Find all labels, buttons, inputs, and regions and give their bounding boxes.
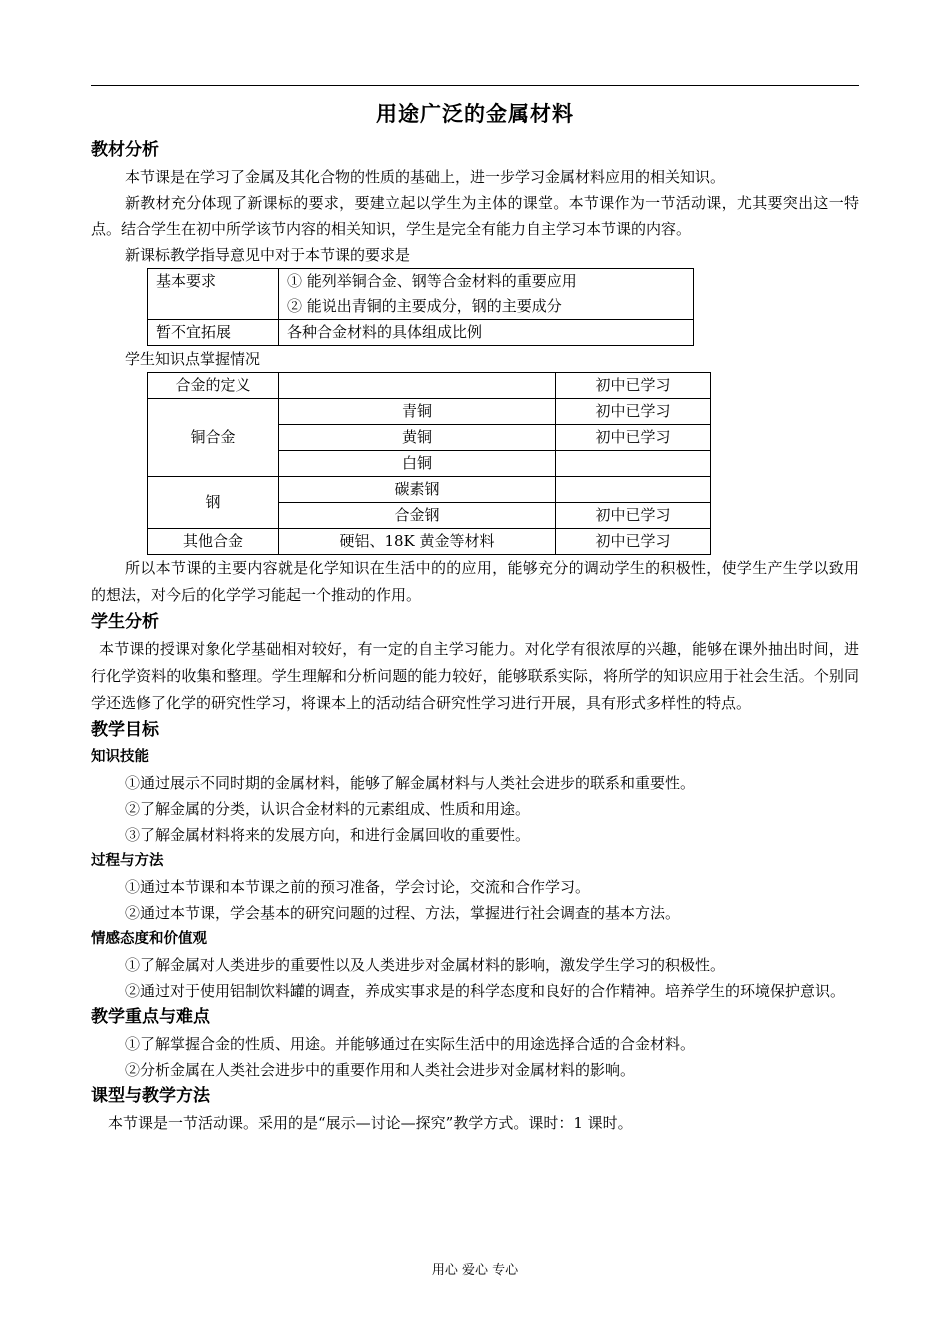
table-cell: 合金钢 [279,503,556,529]
table-cell: 暂不宜拓展 [148,320,279,346]
paragraph: 学生知识点掌握情况 [125,350,261,368]
goal-item: ②了解金属的分类，认识合金材料的元素组成、性质和用途。 [125,800,531,818]
heading-lesson-type: 课型与教学方法 [91,1086,210,1106]
table-cell: 各种合金材料的具体组成比例 [279,320,694,346]
table-cell: 基本要求 [148,269,279,320]
subheading-knowledge-skills: 知识技能 [91,749,149,765]
paragraph: 所以本节课的主要内容就是化学知识在生活中的的应用，能够充分的调动学生的积极性，使学生产生学以致用的想法，对今后的化学学习能起一个推动的作用。 [91,559,859,604]
knowledge-table [147,372,711,555]
document-page [91,85,859,1136]
key-point-item: ①了解掌握合金的性质、用途。并能够通过在实际生活中的用途选择合适的合金材料。 [125,1035,696,1053]
goal-item: ①通过本节课和本节课之前的预习准备，学会讨论，交流和合作学习。 [125,878,591,896]
table-cell: 黄铜 [279,425,556,451]
subheading-process-methods: 过程与方法 [91,853,164,869]
header-rule [91,85,859,86]
heading-key-points: 教学重点与难点 [91,1007,210,1027]
key-point-item: ②分析金属在人类社会进步中的重要作用和人类社会进步对金属材料的影响。 [125,1061,636,1079]
goal-item: ②通过对于使用铝制饮料罐的调查，养成实事求是的科学态度和良好的合作精神。培养学生的环境保护意识。 [125,982,846,1000]
table-cell: 钢 [148,477,279,529]
paragraph: 新教材充分体现了新课标的要求，要建立起以学生为主体的课堂。本节课作为一节活动课，尤其要突出这一特点。结合学生在初中所学该节内容的相关知识，学生是完全有能力自主学习本节课的内容。 [91,194,859,238]
table-cell: 初中已学习 [556,503,711,529]
paragraph: 本节课是在学习了金属及其化合物的性质的基础上，进一步学习金属材料应用的相关知识。 [125,168,726,186]
table-cell: 硬铝、18K 黄金等材料 [279,529,556,555]
table-cell: 碳素钢 [279,477,556,503]
paragraph: 本节课的授课对象化学基础相对较好，有一定的自主学习能力。对化学有很浓厚的兴趣，能够在课外抽出时间，进行化学资料的收集和整理。学生理解和分析问题的能力较好，能够联系实际，将所学的知识应用于社会生活。个别同学还选修了化学的研究性学习，将课本上的活动结合研究性学习进行开展，具有形式多样性的特点。 [91,640,859,712]
table-cell: 其他合金 [148,529,279,555]
subheading-attitudes-values: 情感态度和价值观 [91,931,207,947]
table-cell: 铜合金 [148,399,279,477]
heading-student-analysis: 学生分析 [91,612,159,632]
requirement-item: ① 能列举铜合金、钢等合金材料的重要应用 [287,272,577,290]
paragraph: 新课标教学指导意见中对于本节课的要求是 [125,246,411,264]
table-cell: 白铜 [279,451,556,477]
table-cell: 初中已学习 [556,399,711,425]
table-cell [556,451,711,477]
table-cell [279,269,694,320]
page-title: 用途广泛的金属材料 [376,102,574,126]
table-cell: 初中已学习 [556,529,711,555]
paragraph: 本节课是一节活动课。采用的是“展示—讨论—探究”教学方式。课时：1 课时。 [108,1114,633,1132]
table-cell: 初中已学习 [556,373,711,399]
goal-item: ②通过本节课，学会基本的研究问题的过程、方法，掌握进行社会调查的基本方法。 [125,904,681,922]
requirement-item: ② 能说出青铜的主要成分，钢的主要成分 [287,297,562,315]
table-cell: 青铜 [279,399,556,425]
goal-item: ①通过展示不同时期的金属材料，能够了解金属材料与人类社会进步的联系和重要性。 [125,774,696,792]
requirements-table [147,268,694,346]
heading-textbook-analysis: 教材分析 [91,140,159,160]
table-cell: 合金的定义 [148,373,279,399]
goal-item: ①了解金属对人类进步的重要性以及人类进步对金属材料的影响，激发学生学习的积极性。 [125,956,726,974]
goal-item: ③了解金属材料将来的发展方向，和进行金属回收的重要性。 [125,826,531,844]
heading-teaching-goals: 教学目标 [91,720,159,740]
page-footer: 用心 爱心 专心 [431,1263,519,1278]
table-cell [279,373,556,399]
table-cell [556,477,711,503]
table-cell: 初中已学习 [556,425,711,451]
